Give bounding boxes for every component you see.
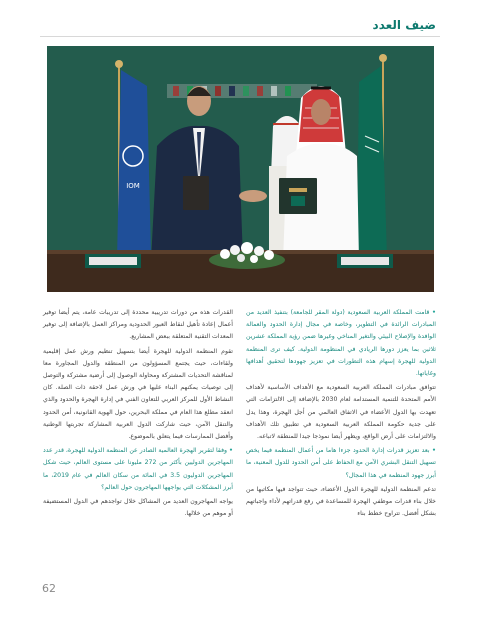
svg-text:IOM: IOM [126,182,140,190]
paragraph-question-3 [43,445,233,494]
question-text: وفقا لتقرير الهجرة العالمية الصادر عن المنظمة الدولية للهجرة، قدر عدد المهاجرين الدوليين بأكثر من 272 مليونا على مستوى العالم، حيث شكل المهاجرين الدوليون 3.5 في المائة من سكان العالم في عام 2019، ما أبرز المشكلات التي يواجهها المهاجرون حول العالم؟ [43,447,233,491]
paragraph-question-1 [246,307,436,380]
bullet-icon: • [432,447,436,455]
paragraph-answer-2: تدعم المنظمة الدولية للهجرة الدول الأعضاء، حيث تتواجد فيها مكاتبها من خلال بناء قدرات موظفي الهجرة للمساعدة في رفع قدراتهم لأداء واجباتهم بشكل أفضل. تتراوح خطط بناء [246,485,436,518]
paragraph-answer-workshops: تقوم المنظمة الدولية للهجرة أيضا بتسهيل تنظيم ورش عمل إقليمية ولقاءات، حيث يجتمع المسؤولون من المنطقة والدول المجاورة معا لمناقشة التحديات المشتركة ومحاولة الوصول إلى أرضية مشتركة والتوصل إلى توصيات يمكنهم البناء عليها في ورش عمل لاحقة ذات الصلة. كان النشاط الأول للمركز العربي للتعاون الفني في إدارة الهجرة والحدود والذي انعقد مطلع هذا العام في مملكة البحرين، حول الهوية القانونية، أمن الحدود والتنقل الآمن، حيث شاركت الدول العربية المشاركة تجربتها الوطنية وأفضل الممارسات فيما يتعلق بالموضوع. [43,347,233,441]
right-text-column [246,307,436,522]
paragraph-answer-3: يواجه المهاجرون العديد من المشاكل خلال تواجدهم في الدول المستضيفة أو موهم من خلالها. [43,498,233,518]
paragraph-answer-continued: القدرات هذه من دورات تدريبية محددة إلى تدريبات عامة، يتم أيضا توفير أعمال إعادة تأهيل لنقاط العبور الحدودية ومراكز العمل بالإضافة إلى توفير المعدات التقنية المتعلقة ببعض المشاريع. [43,309,233,341]
paragraph-answer-1: تتوافق مبادرات المملكة العربية السعودية مع الأهداف الأساسية لأهداف الأمم المتحدة للتنمية المستدامة لعام 2030 بالإضافة إلى الالتزامات التي تعهدت بها الدول الأعضاء في الاتفاق العالمي من أجل الهجرة، وهذا يدل على جدية حكومة المملكة العربية السعودية في تطبيق تلك الأهداف والالتزامات على أرض الواقع، ويظهر أيضا نموذجا جيدا للمنطقة لاتباعه. [246,384,436,441]
title-divider [40,36,440,37]
bullet-icon: • [432,309,437,316]
question-text: بعد تعزيز قدرات إدارة الحدود جزءا هاما من أعمال المنظمة فيما يخص تسهيل التنقل البشري الآمن مع الحفاظ على أمن الحدود للدول المعنية، ما أبرز جهود المنظمة في هذا المجال؟ [246,447,436,479]
paragraph-question-2 [246,445,436,482]
left-text-column [43,307,233,522]
page-number: 62 [42,582,56,595]
bullet-icon: • [229,447,233,455]
section-title: ضيف العدد [372,18,436,32]
question-text: قامت المملكة العربية السعودية (دولة المقر للجامعة) بتنفيذ العديد من المبادرات الرائدة في التطوير، وخاصة في مجال إدارة الحدود والعمالة الوافدة والإصلاح البيئي والتغير المناخي وغيرها ضمن رؤية المملكة عشرين ثلاثين بما يعزز دورها الريادي في المنظومة الدولية. كيف ترى المنظمة الدولية للهجرة إسهام هذه التطورات في تعزيز جهودها لتحقيق أهدافها وغاياتها. [246,309,436,378]
green-flag [357,54,387,258]
signing-photo [47,46,434,292]
